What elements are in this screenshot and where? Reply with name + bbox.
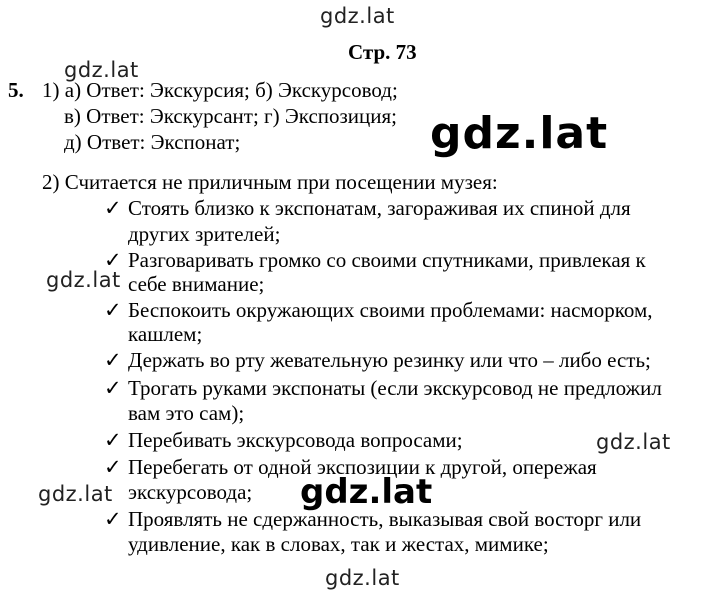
- list-item: себе внимание;: [128, 272, 265, 296]
- list-item: экскурсовода;: [128, 480, 253, 504]
- check-icon: ✓: [104, 507, 122, 531]
- watermark: gdz.lat: [300, 472, 433, 512]
- watermark: gdz.lat: [38, 482, 113, 506]
- check-icon: ✓: [104, 298, 122, 322]
- watermark: gdz.lat: [46, 268, 121, 292]
- check-icon: ✓: [104, 428, 122, 452]
- list-item: Проявлять не сдержанность, выказывая свой восторг или: [128, 507, 642, 531]
- watermark: gdz.lat: [325, 566, 400, 590]
- list-item: вам это сам);: [128, 401, 245, 425]
- section-intro: 2) Считается не приличным при посещении музея:: [42, 170, 498, 194]
- list-item: других зрителей;: [128, 222, 281, 246]
- check-icon: ✓: [104, 348, 122, 372]
- check-icon: ✓: [104, 376, 122, 400]
- answer-line: д) Ответ: Экспонат;: [64, 130, 241, 154]
- watermark: gdz.lat: [320, 4, 395, 28]
- list-item: Перебегать от одной экспозиции к другой, опережая: [128, 455, 597, 479]
- list-item: Разговаривать громко со своими спутниками, привлекая к: [128, 248, 646, 272]
- watermark: gdz.lat: [596, 430, 671, 454]
- watermark: gdz.lat: [430, 108, 609, 159]
- list-item: Беспокоить окружающих своими проблемами: насморком,: [128, 298, 653, 322]
- list-item: Держать во рту жевательную резинку или что – либо есть;: [128, 348, 651, 372]
- list-item: удивление, как в словах, так и жестах, мимике;: [128, 532, 549, 556]
- list-item: Перебивать экскурсовода вопросами;: [128, 428, 463, 452]
- answer-line: 1) а) Ответ: Экскурсия; б) Экскурсовод;: [42, 78, 398, 102]
- check-icon: ✓: [104, 248, 122, 272]
- task-number: 5.: [8, 78, 24, 102]
- page-title: Стр. 73: [348, 40, 417, 64]
- check-icon: ✓: [104, 455, 122, 479]
- list-item: Стоять близко к экспонатам, загораживая их спиной для: [128, 196, 631, 220]
- watermark: gdz.lat: [64, 58, 139, 82]
- check-icon: ✓: [104, 196, 122, 220]
- list-item: Трогать руками экспонаты (если экскурсовод не предложил: [128, 376, 662, 400]
- answer-line: в) Ответ: Экскурсант; г) Экспозиция;: [64, 104, 398, 128]
- list-item: кашлем;: [128, 322, 203, 346]
